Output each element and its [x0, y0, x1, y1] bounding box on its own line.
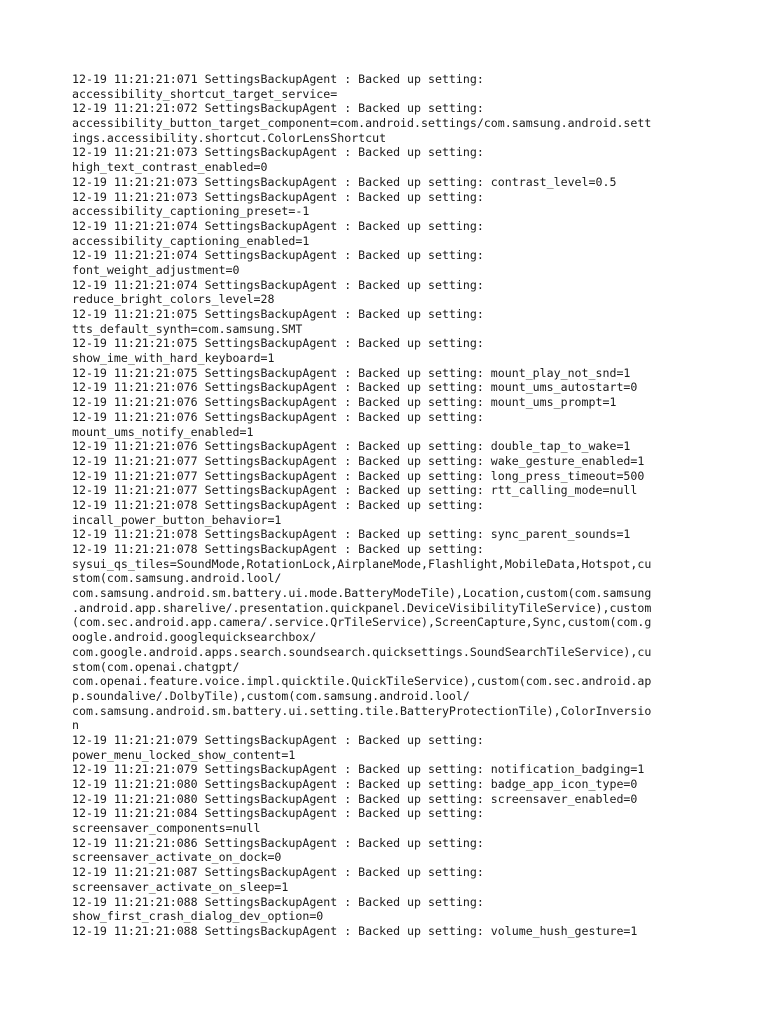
log-line: ings.accessibility.shortcut.ColorLensShortcut: [72, 130, 387, 145]
log-line: 12-19 11:21:21:079 SettingsBackupAgent : Backed up setting:: [72, 732, 484, 747]
log-line: 12-19 11:21:21:087 SettingsBackupAgent : Backed up setting:: [72, 865, 484, 880]
log-line: reduce_bright_colors_level=28: [72, 292, 275, 307]
log-line: stom(com.samsung.android.lool/: [72, 571, 282, 586]
log-line: 12-19 11:21:21:071 SettingsBackupAgent : Backed up setting:: [72, 72, 484, 86]
log-line: 12-19 11:21:21:078 SettingsBackupAgent : Backed up setting:: [72, 497, 484, 512]
log-line: 12-19 11:21:21:078 SettingsBackupAgent : Backed up setting:: [72, 542, 484, 556]
log-line: 12-19 11:21:21:077 SettingsBackupAgent : Backed up setting: rtt_calling_mode=null: [72, 483, 638, 498]
log-line: 12-19 11:21:21:074 SettingsBackupAgent : Backed up setting:: [72, 218, 484, 233]
log-line: 12-19 11:21:21:077 SettingsBackupAgent : Backed up setting: wake_gesture_enabled=1: [72, 453, 645, 468]
log-line: 12-19 11:21:21:084 SettingsBackupAgent : Backed up setting:: [72, 806, 484, 821]
log-line: 12-19 11:21:21:073 SettingsBackupAgent : Backed up setting: contrast_level=0.5: [72, 174, 617, 189]
log-line: oogle.android.googlequicksearchbox/: [72, 630, 317, 645]
log-line: com.openai.feature.voice.impl.quicktile.QuickTileService),custom(com.sec.android.ap: [72, 674, 652, 689]
log-line: 12-19 11:21:21:080 SettingsBackupAgent : Backed up setting: badge_app_icon_type=0: [72, 777, 638, 791]
log-line: 12-19 11:21:21:073 SettingsBackupAgent : Backed up setting:: [72, 145, 484, 160]
log-line: show_ime_with_hard_keyboard=1: [72, 351, 275, 366]
log-line: 12-19 11:21:21:086 SettingsBackupAgent : Backed up setting:: [72, 835, 484, 850]
log-line: 12-19 11:21:21:075 SettingsBackupAgent : Backed up setting:: [72, 336, 484, 351]
log-line: 12-19 11:21:21:078 SettingsBackupAgent : Backed up setting: sync_parent_sounds=1: [72, 527, 631, 542]
log-line: (com.sec.android.app.camera/.service.QrTileService),ScreenCapture,Sync,custom(com.g: [72, 615, 652, 630]
log-line: 12-19 11:21:21:075 SettingsBackupAgent : Backed up setting:: [72, 307, 484, 321]
log-line: 12-19 11:21:21:076 SettingsBackupAgent : Backed up setting:: [72, 409, 484, 424]
log-line: screensaver_activate_on_dock=0: [72, 850, 282, 865]
log-line: 12-19 11:21:21:074 SettingsBackupAgent : Backed up setting:: [72, 248, 484, 263]
log-line: screensaver_activate_on_sleep=1: [72, 879, 289, 894]
log-line: power_menu_locked_show_content=1: [72, 747, 296, 762]
log-line: 12-19 11:21:21:088 SettingsBackupAgent : Backed up setting:: [72, 894, 484, 909]
log-line: com.samsung.android.sm.battery.ui.setting.tile.BatteryProtectionTile),ColorInversio: [72, 703, 652, 718]
log-line: tts_default_synth=com.samsung.SMT: [72, 321, 303, 336]
log-line: 12-19 11:21:21:077 SettingsBackupAgent : Backed up setting: long_press_timeout=500: [72, 468, 645, 483]
log-line: 12-19 11:21:21:072 SettingsBackupAgent : Backed up setting:: [72, 101, 484, 116]
log-line: 12-19 11:21:21:080 SettingsBackupAgent : Backed up setting: screensaver_enabled=0: [72, 791, 638, 806]
log-line: stom(com.openai.chatgpt/: [72, 659, 240, 674]
log-line: 12-19 11:21:21:075 SettingsBackupAgent : Backed up setting: mount_play_not_snd=1: [72, 365, 631, 380]
log-line: accessibility_button_target_component=com.android.settings/com.samsung.android.sett: [72, 116, 652, 131]
log-line: screensaver_components=null: [72, 821, 261, 836]
log-line: 12-19 11:21:21:073 SettingsBackupAgent : Backed up setting:: [72, 189, 484, 204]
log-line: 12-19 11:21:21:079 SettingsBackupAgent : Backed up setting: notification_badging=1: [72, 762, 645, 777]
log-line: mount_ums_notify_enabled=1: [72, 424, 254, 439]
log-line: show_first_crash_dialog_dev_option=0: [72, 909, 324, 924]
log-line: 12-19 11:21:21:076 SettingsBackupAgent : Backed up setting: double_tap_to_wake=1: [72, 439, 631, 454]
log-line: accessibility_captioning_preset=-1: [72, 204, 310, 219]
log-line: accessibility_captioning_enabled=1: [72, 233, 310, 248]
log-line: com.google.android.apps.search.soundsearch.quicksettings.SoundSearchTileService),cu: [72, 644, 652, 659]
log-line: 12-19 11:21:21:074 SettingsBackupAgent : Backed up setting:: [72, 277, 484, 292]
log-line: n: [72, 718, 79, 733]
log-line: incall_power_button_behavior=1: [72, 512, 282, 527]
log-line: .android.app.sharelive/.presentation.quickpanel.DeviceVisibilityTileService),custom: [72, 600, 652, 615]
log-line: 12-19 11:21:21:076 SettingsBackupAgent : Backed up setting: mount_ums_prompt=1: [72, 395, 617, 410]
log-line: high_text_contrast_enabled=0: [72, 160, 268, 175]
log-line: p.soundalive/.DolbyTile),custom(com.samsung.android.lool/: [72, 688, 470, 703]
log-line: font_weight_adjustment=0: [72, 262, 240, 277]
log-line: accessibility_shortcut_target_service=: [72, 86, 338, 101]
log-line: sysui_qs_tiles=SoundMode,RotationLock,AirplaneMode,Flashlight,MobileData,Hotspot,cu: [72, 556, 652, 571]
log-line: com.samsung.android.sm.battery.ui.mode.BatteryModeTile),Location,custom(com.samsung: [72, 586, 652, 601]
log-line: 12-19 11:21:21:076 SettingsBackupAgent : Backed up setting: mount_ums_autostart=0: [72, 380, 638, 395]
log-text-block: [72, 72, 712, 939]
log-line: 12-19 11:21:21:088 SettingsBackupAgent : Backed up setting: volume_hush_gesture=1: [72, 923, 638, 938]
